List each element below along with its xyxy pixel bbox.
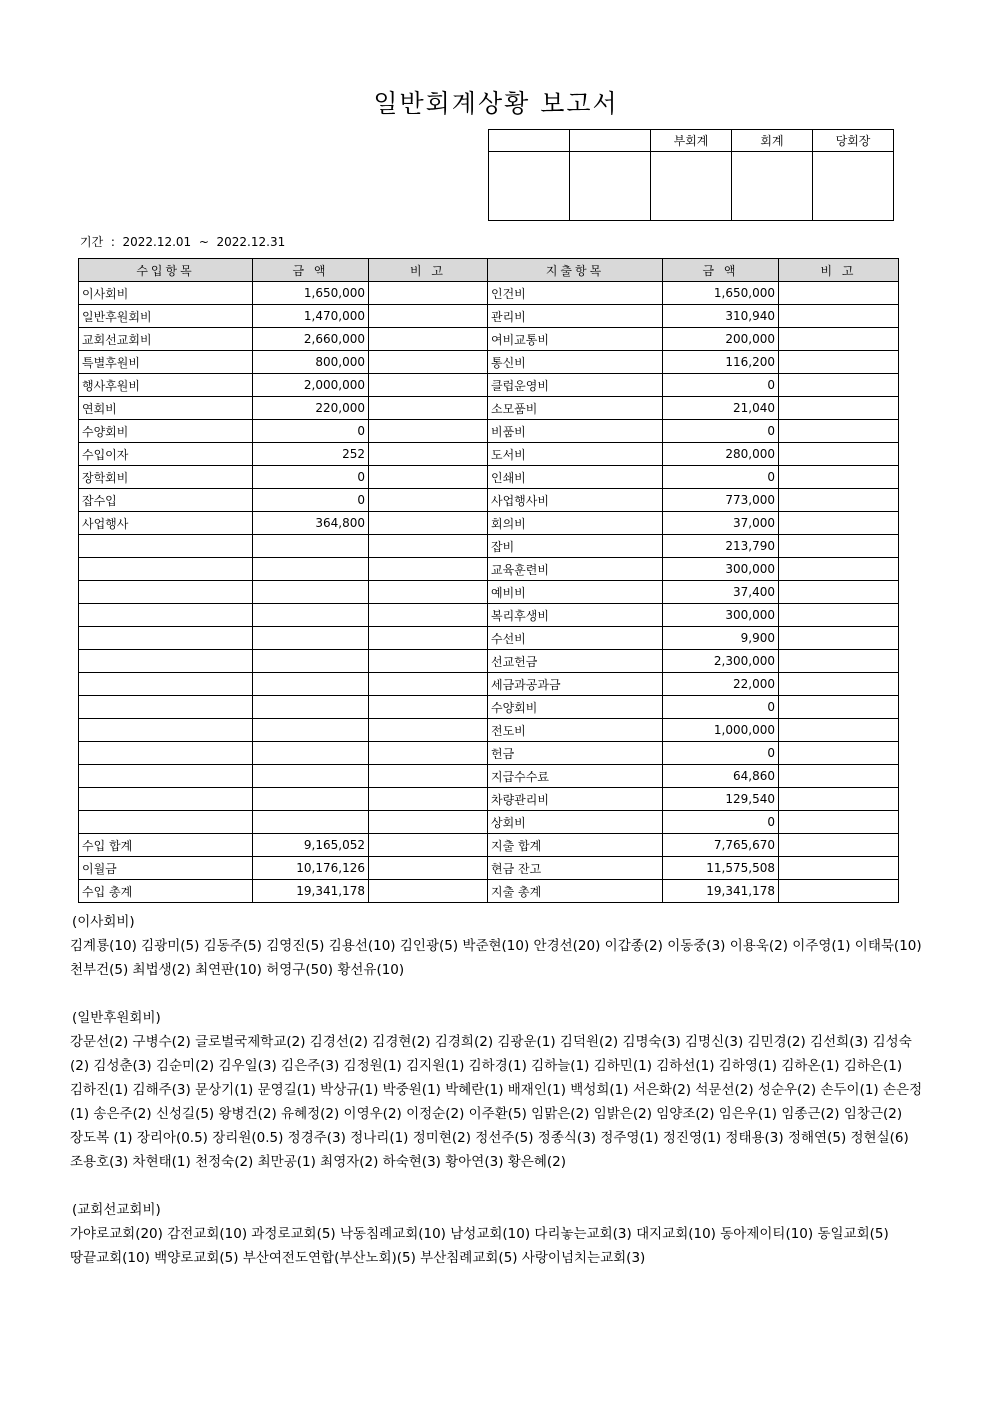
ledger-row (79, 834, 899, 857)
expense-amount-cell: 9,900 (663, 627, 779, 650)
expense-note-cell (779, 834, 899, 857)
income-amount-cell (253, 604, 369, 627)
note-board-dues (70, 910, 930, 982)
income-amount-cell: 220,000 (253, 397, 369, 420)
expense-amount-cell: 213,790 (663, 535, 779, 558)
expense-amount-cell: 2,300,000 (663, 650, 779, 673)
expense-amount-cell: 21,040 (663, 397, 779, 420)
expense-note-cell (779, 857, 899, 880)
ledger-row (79, 696, 899, 719)
income-amount-cell (253, 765, 369, 788)
expense-item-cell: 전도비 (488, 719, 663, 742)
ledger-row (79, 627, 899, 650)
expense-note-cell (779, 374, 899, 397)
income-amount-cell: 10,176,126 (253, 857, 369, 880)
income-note-cell (369, 282, 488, 305)
expense-note-cell (779, 811, 899, 834)
expense-note-cell (779, 328, 899, 351)
income-amount-cell (253, 719, 369, 742)
income-amount-cell (253, 581, 369, 604)
expense-amount-cell: 0 (663, 811, 779, 834)
approval-header-treasurer: 회계 (732, 130, 813, 152)
income-note-cell (369, 880, 488, 903)
expense-item-cell: 상회비 (488, 811, 663, 834)
expense-item-cell: 지출 합계 (488, 834, 663, 857)
income-amount-cell (253, 696, 369, 719)
income-item-cell (79, 788, 253, 811)
ledger-row (79, 880, 899, 903)
approval-header-1 (489, 130, 570, 152)
ledger-row (79, 811, 899, 834)
income-note-cell (369, 305, 488, 328)
expense-amount-cell: 22,000 (663, 673, 779, 696)
ledger-row (79, 282, 899, 305)
income-note-cell (369, 512, 488, 535)
income-amount-cell (253, 811, 369, 834)
signature-cell (813, 152, 894, 221)
expense-note-cell (779, 512, 899, 535)
ledger-row (79, 420, 899, 443)
expense-note-header: 비 고 (779, 259, 899, 282)
expense-item-cell: 클럽운영비 (488, 374, 663, 397)
expense-amount-cell: 280,000 (663, 443, 779, 466)
income-item-cell (79, 719, 253, 742)
income-amount-cell: 0 (253, 420, 369, 443)
income-amount-cell: 0 (253, 466, 369, 489)
income-amount-cell: 2,660,000 (253, 328, 369, 351)
income-amount-cell (253, 788, 369, 811)
approval-box (488, 129, 894, 221)
ledger-row (79, 397, 899, 420)
expense-item-cell: 도서비 (488, 443, 663, 466)
income-note-cell (369, 604, 488, 627)
ledger-row (79, 374, 899, 397)
expense-item-header: 지출항목 (488, 259, 663, 282)
expense-item-cell: 복리후생비 (488, 604, 663, 627)
note-title: (일반후원회비) (72, 1010, 161, 1026)
income-amount-header: 금 액 (253, 259, 369, 282)
income-item-cell (79, 650, 253, 673)
ledger-row (79, 604, 899, 627)
expense-note-cell (779, 650, 899, 673)
income-amount-cell: 19,341,178 (253, 880, 369, 903)
ledger-row (79, 305, 899, 328)
expense-amount-cell: 1,650,000 (663, 282, 779, 305)
ledger-row (79, 558, 899, 581)
expense-amount-cell: 300,000 (663, 558, 779, 581)
ledger-row (79, 535, 899, 558)
approval-header-2 (570, 130, 651, 152)
income-amount-cell: 1,470,000 (253, 305, 369, 328)
income-note-cell (369, 788, 488, 811)
expense-item-cell: 사업행사비 (488, 489, 663, 512)
expense-item-cell: 세금과공과금 (488, 673, 663, 696)
approval-header-pastor: 당회장 (813, 130, 894, 152)
signature-cell (651, 152, 732, 221)
income-amount-cell (253, 558, 369, 581)
income-item-cell: 수입이자 (79, 443, 253, 466)
income-item-cell (79, 581, 253, 604)
expense-item-cell: 여비교통비 (488, 328, 663, 351)
expense-note-cell (779, 765, 899, 788)
approval-header-sub-treasurer: 부회계 (651, 130, 732, 152)
income-amount-cell (253, 742, 369, 765)
income-item-cell (79, 673, 253, 696)
income-item-cell (79, 558, 253, 581)
income-item-cell: 행사후원비 (79, 374, 253, 397)
income-amount-cell: 0 (253, 489, 369, 512)
income-note-cell (369, 397, 488, 420)
expense-item-cell: 교육훈련비 (488, 558, 663, 581)
ledger-row (79, 742, 899, 765)
income-item-cell: 연회비 (79, 397, 253, 420)
expense-item-cell: 지출 총계 (488, 880, 663, 903)
expense-note-cell (779, 443, 899, 466)
expense-amount-cell: 116,200 (663, 351, 779, 374)
note-title: (교회선교회비) (72, 1202, 161, 1218)
income-amount-cell: 2,000,000 (253, 374, 369, 397)
income-note-cell (369, 328, 488, 351)
income-amount-cell (253, 673, 369, 696)
ledger-header-row (79, 259, 899, 282)
signature-cell (489, 152, 570, 221)
expense-amount-cell: 300,000 (663, 604, 779, 627)
expense-item-cell: 현금 잔고 (488, 857, 663, 880)
income-note-cell (369, 742, 488, 765)
ledger-row (79, 650, 899, 673)
income-amount-cell: 9,165,052 (253, 834, 369, 857)
income-item-cell: 일반후원회비 (79, 305, 253, 328)
report-title: 일반회계상황 보고서 (373, 89, 619, 118)
expense-amount-cell: 0 (663, 420, 779, 443)
expense-item-cell: 차량관리비 (488, 788, 663, 811)
ledger-row (79, 719, 899, 742)
income-item-cell: 이사회비 (79, 282, 253, 305)
income-item-cell (79, 627, 253, 650)
expense-item-cell: 예비비 (488, 581, 663, 604)
note-body: 김계룡(10) 김광미(5) 김동주(5) 김영진(5) 김용선(10) 김인광(5) 박준현(10) 안경선(20) 이갑종(2) 이동중(3) 이용욱(2) 이주영(1) 이태묵(10) 천부건(5) 최법생(2) 최연판(10) 허영구(50) 황선유(10) (70, 938, 922, 978)
expense-amount-cell: 0 (663, 466, 779, 489)
expense-amount-cell: 200,000 (663, 328, 779, 351)
expense-item-cell: 관리비 (488, 305, 663, 328)
signature-cell (570, 152, 651, 221)
income-note-cell (369, 558, 488, 581)
income-item-cell (79, 535, 253, 558)
ledger-table (78, 258, 899, 903)
expense-amount-cell: 19,341,178 (663, 880, 779, 903)
income-note-cell (369, 420, 488, 443)
income-note-cell (369, 489, 488, 512)
signature-cell (732, 152, 813, 221)
expense-amount-cell: 0 (663, 696, 779, 719)
expense-amount-header: 금 액 (663, 259, 779, 282)
expense-note-cell (779, 397, 899, 420)
ledger-row (79, 765, 899, 788)
income-note-cell (369, 535, 488, 558)
notes-section (70, 910, 930, 1270)
note-general-supporters (70, 1006, 930, 1174)
income-item-header: 수입항목 (79, 259, 253, 282)
expense-item-cell: 지급수수료 (488, 765, 663, 788)
expense-item-cell: 잡비 (488, 535, 663, 558)
income-note-cell (369, 466, 488, 489)
income-note-cell (369, 834, 488, 857)
income-note-cell (369, 627, 488, 650)
income-item-cell: 특별후원비 (79, 351, 253, 374)
expense-amount-cell: 310,940 (663, 305, 779, 328)
income-item-cell: 수입 합계 (79, 834, 253, 857)
expense-amount-cell: 64,860 (663, 765, 779, 788)
income-amount-cell: 800,000 (253, 351, 369, 374)
income-item-cell: 교회선교회비 (79, 328, 253, 351)
expense-note-cell (779, 604, 899, 627)
expense-note-cell (779, 489, 899, 512)
expense-item-cell: 수선비 (488, 627, 663, 650)
income-note-cell (369, 374, 488, 397)
expense-note-cell (779, 466, 899, 489)
income-note-cell (369, 857, 488, 880)
expense-amount-cell: 37,400 (663, 581, 779, 604)
expense-note-cell (779, 581, 899, 604)
expense-item-cell: 선교헌금 (488, 650, 663, 673)
expense-note-cell (779, 305, 899, 328)
income-note-cell (369, 719, 488, 742)
income-item-cell: 수양회비 (79, 420, 253, 443)
ledger-row (79, 351, 899, 374)
note-body: 가야로교회(20) 감전교회(10) 과정로교회(5) 낙동침례교회(10) 남성교회(10) 다리놓는교회(3) 대지교회(10) 동아제이티(10) 동일교회(5) 땅끝교회(10) 백양로교회(5) 부산여전도연합(부산노회)(5) 부산침례교회(5) 사랑이넘치는교회(3) (70, 1226, 889, 1266)
expense-note-cell (779, 351, 899, 374)
note-body: 강문선(2) 구병수(2) 글로벌국제학교(2) 김경선(2) 김경현(2) 김경희(2) 김광운(1) 김덕원(2) 김명숙(3) 김명신(3) 김민경(2) 김선희(3) 김성숙(2) 김성춘(3) 김순미(2) 김우일(3) 김은주(3) 김정원(1) 김지원(1) 김하경(1) 김하늘(1) 김하민(1) 김하선(1) 김하영(1) 김하온(1) 김하은(1) 김하진(1) 김해주(3) 문상기(1) 문영길(1) 박상규(1) 박중원(1) 박혜란(1) 배재인(1) 백성희(1) 서은화(2) 석문선(2) 성순우(2) 손두이(1) 손은정(1) 송은주(2) 신성길(5) 왕병건(2) 유혜정(2) 이영우(2) 이정순(2) 이주환(5) 임맑은(2) 임밝은(2) 임양조(2) 임은우(1) 임종근(2) 임창근(2) 장도복 (1) 장리아(0.5) 장리원(0.5) 정경주(3) 정나리(1) 정미현(2) 정선주(5) 정종식(3) 정주영(1) 정진영(1) 정태용(3) 정해연(5) 정현실(6) 조용호(3) 차현태(1) 천정숙(2) 최만공(1) 최영자(2) 하숙현(3) 황아연(3) 황은혜(2) (70, 1034, 923, 1170)
income-amount-cell: 364,800 (253, 512, 369, 535)
income-note-header: 비 고 (369, 259, 488, 282)
ledger-row (79, 512, 899, 535)
expense-note-cell (779, 282, 899, 305)
expense-amount-cell: 11,575,508 (663, 857, 779, 880)
expense-item-cell: 인건비 (488, 282, 663, 305)
expense-note-cell (779, 673, 899, 696)
expense-amount-cell: 1,000,000 (663, 719, 779, 742)
report-period: 기간 : 2022.12.01 ~ 2022.12.31 (80, 235, 286, 249)
income-item-cell: 사업행사 (79, 512, 253, 535)
expense-amount-cell: 0 (663, 742, 779, 765)
ledger-row (79, 443, 899, 466)
income-amount-cell (253, 535, 369, 558)
expense-item-cell: 회의비 (488, 512, 663, 535)
expense-note-cell (779, 719, 899, 742)
income-item-cell: 수입 총계 (79, 880, 253, 903)
income-note-cell (369, 351, 488, 374)
expense-item-cell: 수양회비 (488, 696, 663, 719)
income-note-cell (369, 765, 488, 788)
expense-note-cell (779, 880, 899, 903)
income-amount-cell: 252 (253, 443, 369, 466)
ledger-row (79, 857, 899, 880)
expense-note-cell (779, 558, 899, 581)
income-note-cell (369, 673, 488, 696)
expense-note-cell (779, 420, 899, 443)
ledger-row (79, 581, 899, 604)
income-note-cell (369, 650, 488, 673)
income-amount-cell (253, 650, 369, 673)
ledger-row (79, 673, 899, 696)
note-church-mission (70, 1198, 930, 1270)
income-item-cell (79, 742, 253, 765)
expense-amount-cell: 773,000 (663, 489, 779, 512)
income-note-cell (369, 811, 488, 834)
note-title: (이사회비) (72, 914, 135, 930)
expense-note-cell (779, 627, 899, 650)
income-note-cell (369, 696, 488, 719)
income-amount-cell (253, 627, 369, 650)
income-item-cell (79, 696, 253, 719)
ledger-row (79, 328, 899, 351)
income-item-cell: 장학회비 (79, 466, 253, 489)
expense-note-cell (779, 535, 899, 558)
ledger-row (79, 466, 899, 489)
expense-item-cell: 비품비 (488, 420, 663, 443)
expense-item-cell: 인쇄비 (488, 466, 663, 489)
expense-amount-cell: 129,540 (663, 788, 779, 811)
income-item-cell: 이월금 (79, 857, 253, 880)
expense-amount-cell: 7,765,670 (663, 834, 779, 857)
income-note-cell (369, 581, 488, 604)
expense-item-cell: 헌금 (488, 742, 663, 765)
income-item-cell: 잡수입 (79, 489, 253, 512)
expense-note-cell (779, 696, 899, 719)
expense-item-cell: 소모품비 (488, 397, 663, 420)
income-item-cell (79, 765, 253, 788)
expense-note-cell (779, 742, 899, 765)
expense-note-cell (779, 788, 899, 811)
expense-amount-cell: 0 (663, 374, 779, 397)
expense-item-cell: 통신비 (488, 351, 663, 374)
income-item-cell (79, 604, 253, 627)
ledger-row (79, 788, 899, 811)
income-amount-cell: 1,650,000 (253, 282, 369, 305)
expense-amount-cell: 37,000 (663, 512, 779, 535)
ledger-row (79, 489, 899, 512)
income-note-cell (369, 443, 488, 466)
income-item-cell (79, 811, 253, 834)
